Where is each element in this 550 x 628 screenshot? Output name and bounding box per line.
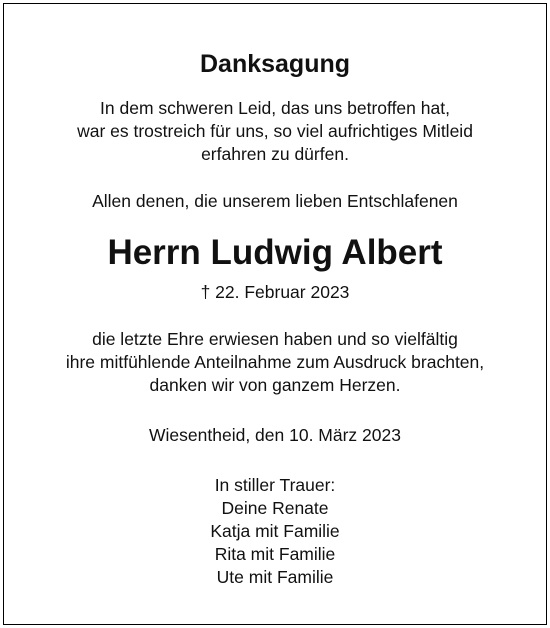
mourner-2: Katja mit Familie	[210, 521, 340, 541]
intro-line-2: war es trostreich für uns, so viel aufrichtiges Mitleid	[77, 121, 473, 141]
mourners-intro: In stiller Trauer:	[214, 475, 336, 495]
notice-heading: Danksagung	[199, 50, 351, 78]
mourner-1: Deine Renate	[221, 498, 329, 518]
thanks-line-3: danken wir von ganzem Herzen.	[149, 375, 401, 395]
mourner-4: Ute mit Familie	[216, 567, 334, 587]
mourner-3: Rita mit Familie	[214, 544, 336, 564]
thanks-line-1: die letzte Ehre erwiesen haben und so vielfältig	[92, 329, 458, 349]
obituary-notice	[3, 3, 547, 625]
intro-line-3: erfahren zu dürfen.	[201, 144, 349, 164]
intro-line-1: In dem schweren Leid, das uns betroffen hat,	[100, 98, 450, 118]
death-date: † 22. Februar 2023	[200, 282, 350, 302]
place-date: Wiesentheid, den 10. März 2023	[149, 425, 401, 445]
deceased-name: Herrn Ludwig Albert	[107, 233, 443, 272]
dedication-text: Allen denen, die unserem lieben Entschlafenen	[92, 191, 458, 211]
thanks-line-2: ihre mitfühlende Anteilnahme zum Ausdruck brachten,	[65, 352, 485, 372]
